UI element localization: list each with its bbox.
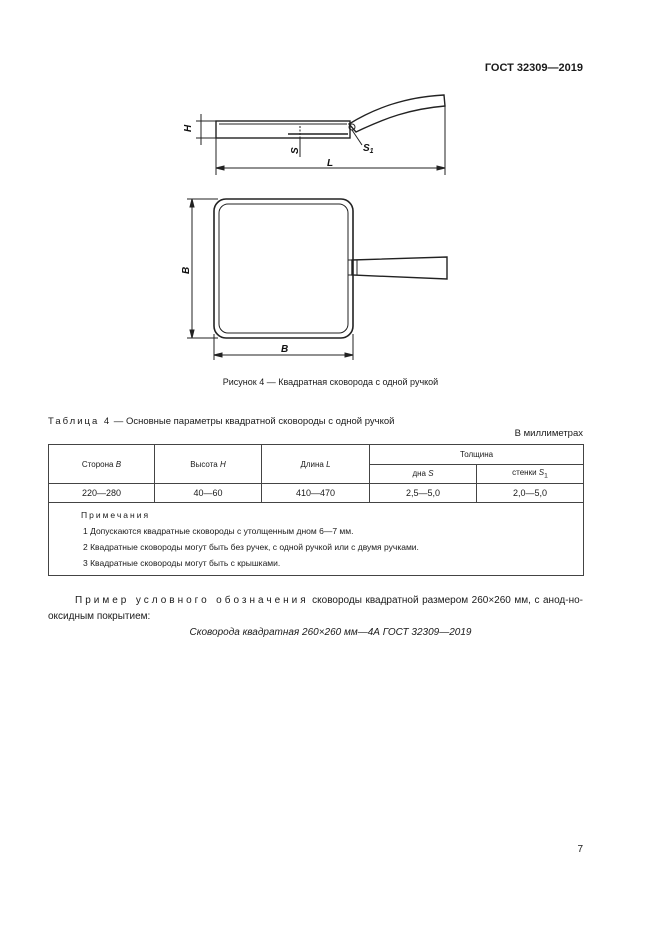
parameters-table	[48, 444, 584, 576]
cell-height: 40—60	[155, 484, 262, 503]
note-item: 3 Квадратные сковороды могут быть с крышками.	[83, 558, 281, 568]
pan-top-handle	[352, 257, 447, 279]
example-paragraph: Пример условного обозначения сковороды квадратной размером 260×260 мм, с анод-но-оксидным покрытием:	[48, 595, 583, 622]
cell-bottom: 2,5—5,0	[370, 484, 477, 503]
header-bottom: дна S	[370, 464, 477, 484]
label-s1: $S_1$	[363, 143, 374, 155]
example-designation: Сковорода квадратная 260×260 мм—4А ГОСТ 32309—2019	[189, 627, 472, 638]
header-thickness: Толщина	[370, 445, 584, 465]
label-h: H	[183, 124, 194, 132]
label-l: L	[327, 158, 334, 169]
header-height: Высота H	[155, 445, 262, 484]
note-item: 1 Допускаются квадратные сковороды с утолщенным дном 6—7 мм.	[83, 526, 354, 536]
table-title: Таблица 4 — Основные параметры квадратной сковороды с одной ручкой	[48, 416, 395, 427]
label-s: S	[290, 147, 301, 154]
cell-wall: 2,0—5,0	[477, 484, 584, 503]
header-wall: стенки $S_1$	[477, 464, 584, 484]
cell-side: 220—280	[49, 484, 155, 503]
pan-top-outer	[214, 199, 353, 338]
note-item: 2 Квадратные сковороды могут быть без ручек, с одной ручкой или с двумя ручками.	[83, 542, 419, 552]
header-length: Длина L	[262, 445, 370, 484]
label-b-side: B	[181, 266, 192, 274]
figure-caption: Рисунок 4 — Квадратная сковорода с одной ручкой	[222, 377, 439, 387]
pan-top-inner	[219, 204, 348, 333]
header-side: Сторона B	[49, 445, 155, 484]
notes-heading: Примечания	[81, 510, 151, 520]
label-b-bottom: B	[281, 344, 289, 355]
table-units: В миллиметрах	[514, 428, 583, 439]
table-row	[49, 484, 584, 503]
pan-drawing	[0, 0, 661, 370]
table-notes	[49, 503, 584, 576]
page-number: 7	[577, 844, 583, 855]
pan-side-handle	[349, 95, 445, 132]
standard-number: ГОСТ 32309—2019	[484, 62, 583, 74]
cell-length: 410—470	[262, 484, 370, 503]
